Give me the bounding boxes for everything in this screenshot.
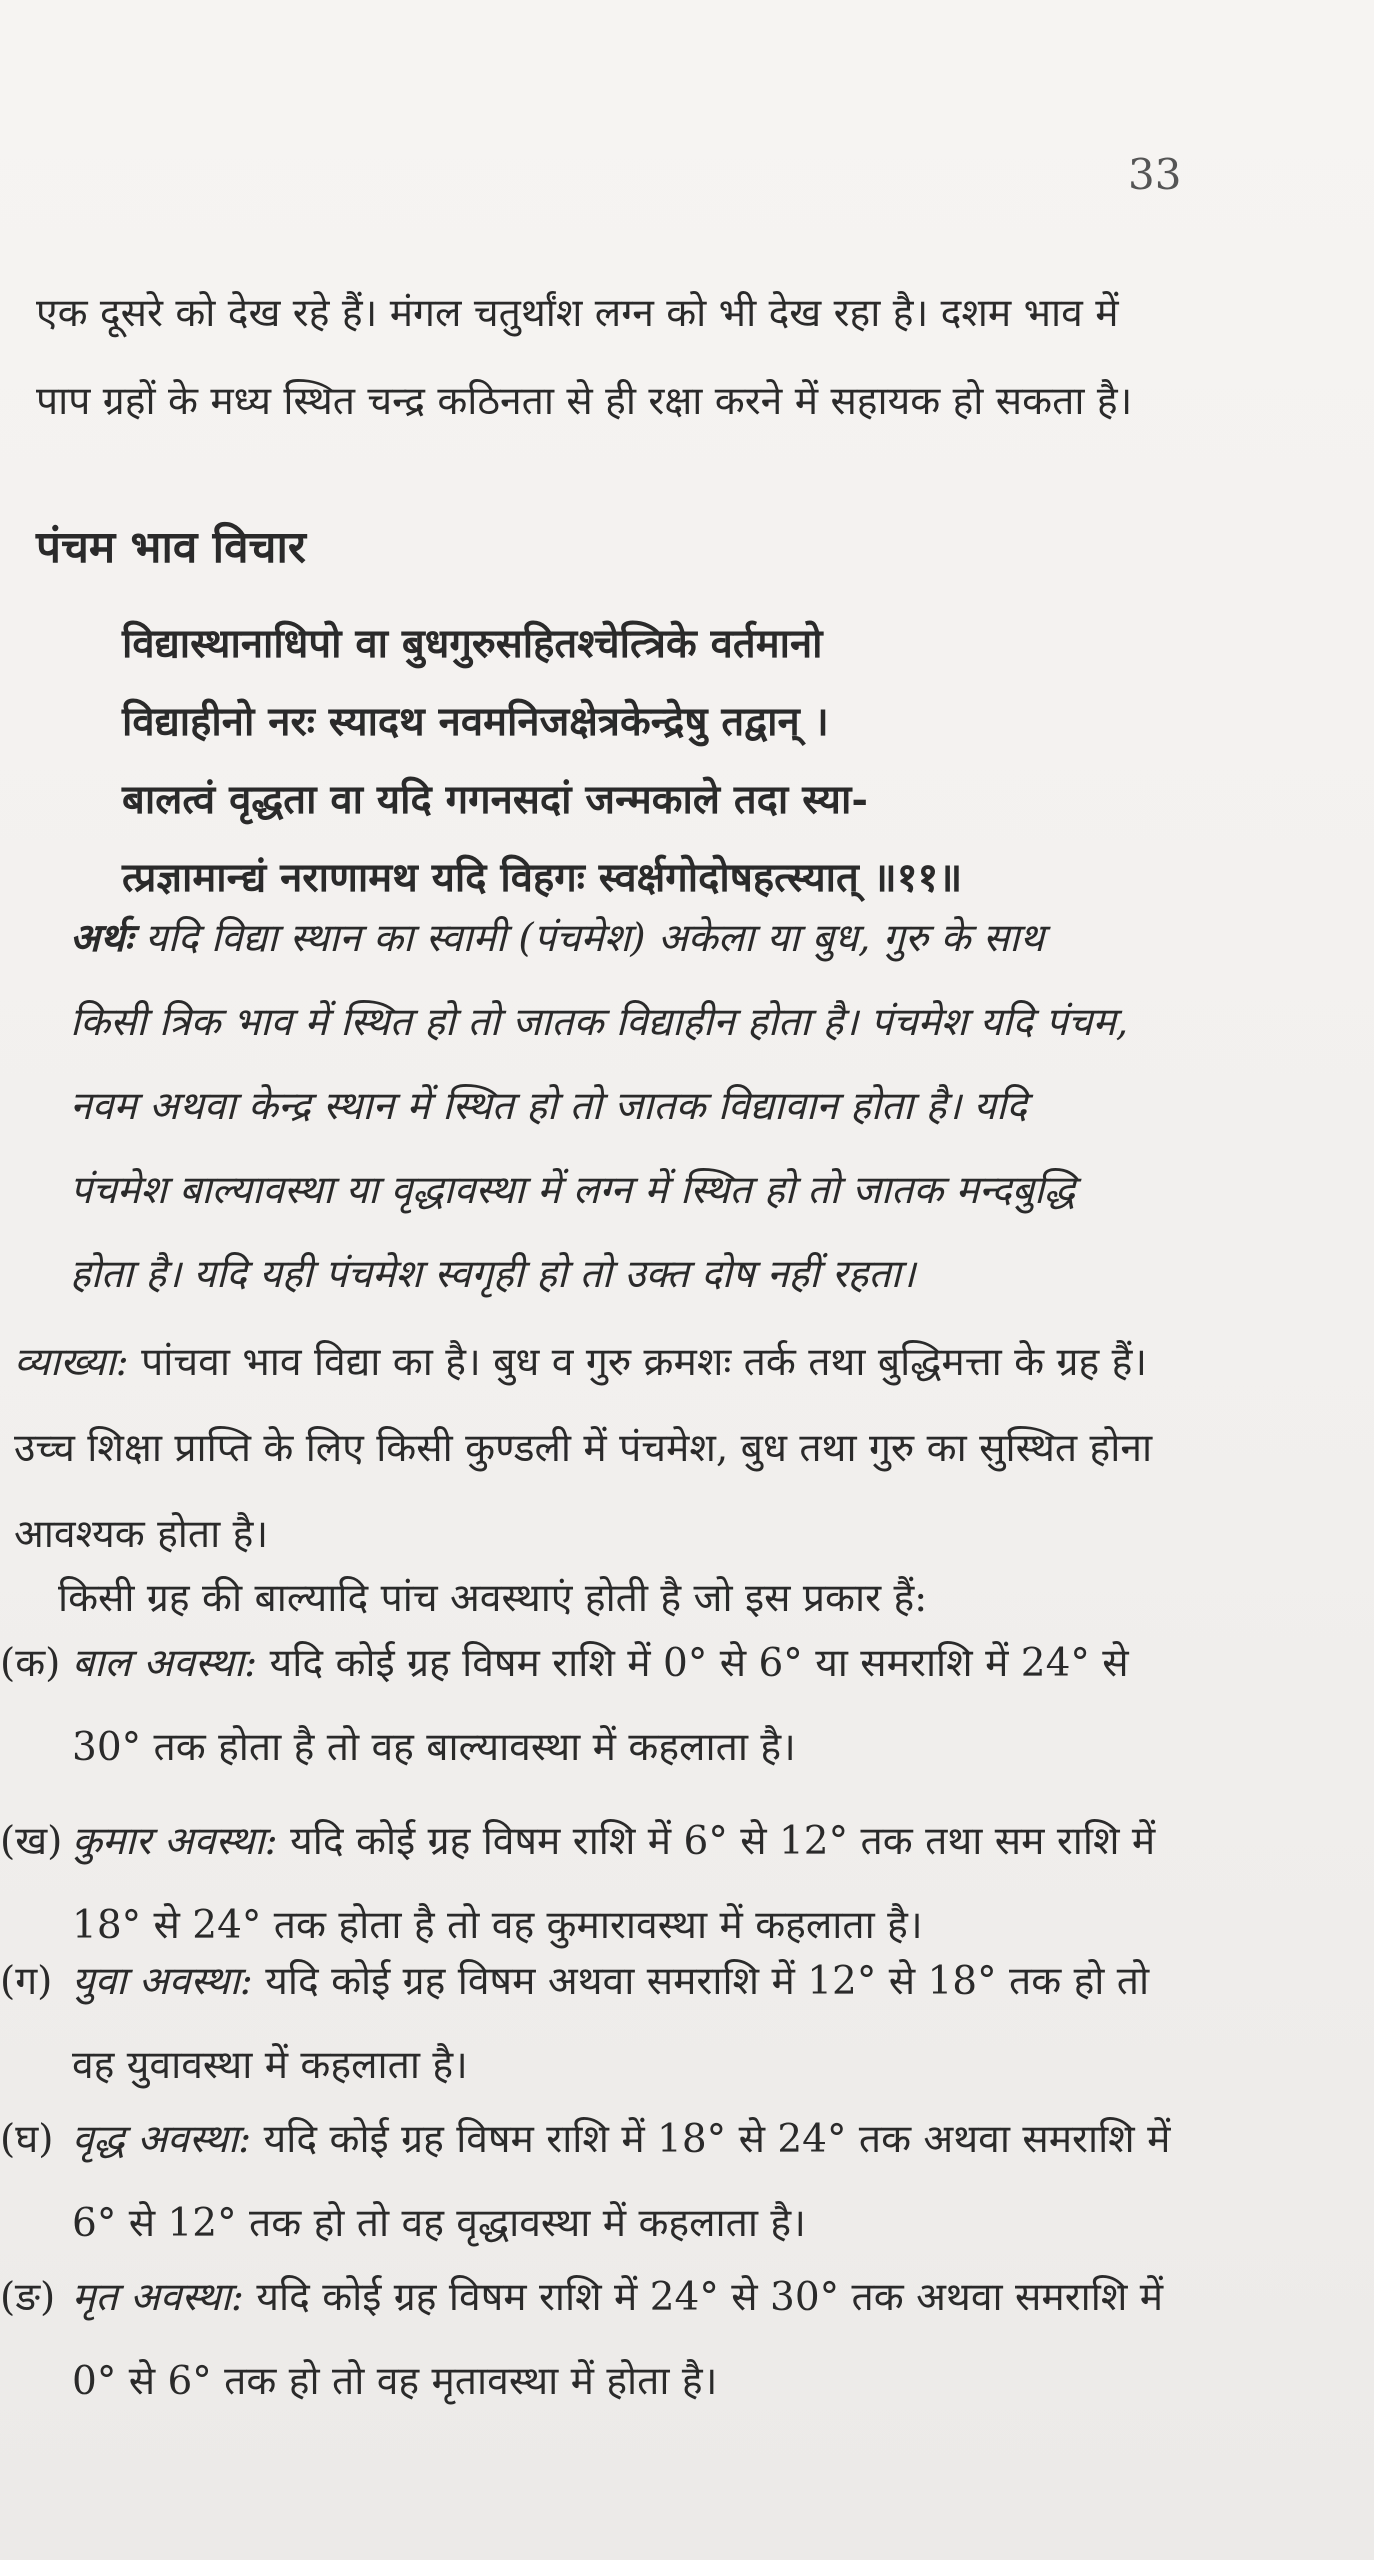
state-text: यदि कोई ग्रह विषम राशि में 6° से 12° तक तथा सम राशि में 18° से 24° तक होता है तो वह कुमारावस्था में कहलाता है। <box>72 1819 1156 1948</box>
list-item <box>0 2256 1174 2424</box>
list-marker: (घ) <box>0 2117 54 2162</box>
opening-paragraph: एक दूसरे को देख रहे हैं। मंगल चतुर्थांश लग्न को भी देख रहा है। दशम भाव में पाप ग्रहों के मध्य स्थित चन्द्र कठिनता से ही रक्षा करने में सहायक हो सकता है। <box>36 291 1133 424</box>
state-text: यदि कोई ग्रह विषम राशि में 0° से 6° या समराशि में 24° से 30° तक होता है तो वह बाल्यावस्था में कहलाता है। <box>72 1641 1129 1770</box>
state-text: यदि कोई ग्रह विषम राशि में 24° से 30° तक अथवा समराशि में 0° से 6° तक हो तो वह मृतावस्था में होता है। <box>72 2275 1164 2404</box>
explanation-label: व्याख्या: <box>14 1340 129 1385</box>
state-text: यदि कोई ग्रह विषम अथवा समराशि में 12° से 18° तक हो तो वह युवावस्था में कहलाता है। <box>72 1959 1150 2088</box>
state-term: युवा अवस्था: <box>72 1959 253 2004</box>
meaning-paragraph <box>70 896 1130 1317</box>
page-number: 33 <box>1128 150 1182 199</box>
list-marker: (क) <box>0 1641 61 1686</box>
verse-line: विद्यास्थानाधिपो वा बुधगुरुसहितश्चेत्त्रिके वर्तमानो <box>122 620 823 667</box>
list-item <box>0 1622 1174 1790</box>
meaning-text: यदि विद्या स्थान का स्वामी (पंचमेश) अकेला या बुध, गुरु के साथ किसी त्रिक भाव में स्थित हो तो जातक विद्याहीन होता है। पंचमेश यदि पंचम, नवम अथवा केन्द्र स्थान में स्थित हो तो जातक विद्यावान होता है। यदि पंचमेश बाल्यावस्था या वृद्धावस्था में लग्न में स्थित हो तो जातक मन्दबुद्धि होता है। यदि यही पंचमेश स्वगृही हो तो उक्त दोष नहीं रहता। <box>70 916 1129 1297</box>
list-item <box>0 2098 1174 2266</box>
explanation-text: पांचवा भाव विद्या का है। बुध व गुरु क्रमशः तर्क तथा बुद्धिमत्ता के ग्रह हैं। उच्च शिक्षा प्राप्ति के लिए किसी कुण्डली में पंचमेश, बुध तथा गुरु का सुस्थित होना आवश्यक होता है। <box>14 1340 1153 1557</box>
list-marker: (ङ) <box>0 2275 56 2320</box>
verse-line: बालत्वं वृद्धता वा यदि गगनसदां जन्मकाले तदा स्या- <box>122 776 868 823</box>
verse-line: त्प्रज्ञामान्द्यं नराणामथ यदि विहगः स्वर्क्षगोदोषहत्स्यात् ॥११॥ <box>122 854 963 901</box>
states-intro: किसी ग्रह की बाल्यादि पांच अवस्थाएं होती है जो इस प्रकार हैं: <box>58 1576 928 1621</box>
state-term: वृद्ध अवस्था: <box>72 2117 252 2162</box>
list-marker: (ग) <box>0 1959 53 2004</box>
list-item <box>0 1940 1174 2108</box>
explanation-paragraph <box>14 1320 1164 1578</box>
section-heading: पंचम भाव विचार <box>36 522 306 573</box>
state-text: यदि कोई ग्रह विषम राशि में 18° से 24° तक अथवा समराशि में 6° से 12° तक हो तो वह वृद्धावस्था में कहलाता है। <box>72 2117 1171 2246</box>
state-term: मृत अवस्था: <box>72 2275 244 2320</box>
state-term: कुमार अवस्था: <box>72 1819 278 1864</box>
meaning-label: अर्थः <box>70 915 133 961</box>
state-term: बाल अवस्था: <box>72 1641 258 1686</box>
verse-line: विद्याहीनो नरः स्यादथ नवमनिजक्षेत्रकेन्द्रेषु तद्वान् । <box>122 698 829 745</box>
list-marker: (ख) <box>0 1819 63 1864</box>
sanskrit-verse <box>122 605 1122 917</box>
